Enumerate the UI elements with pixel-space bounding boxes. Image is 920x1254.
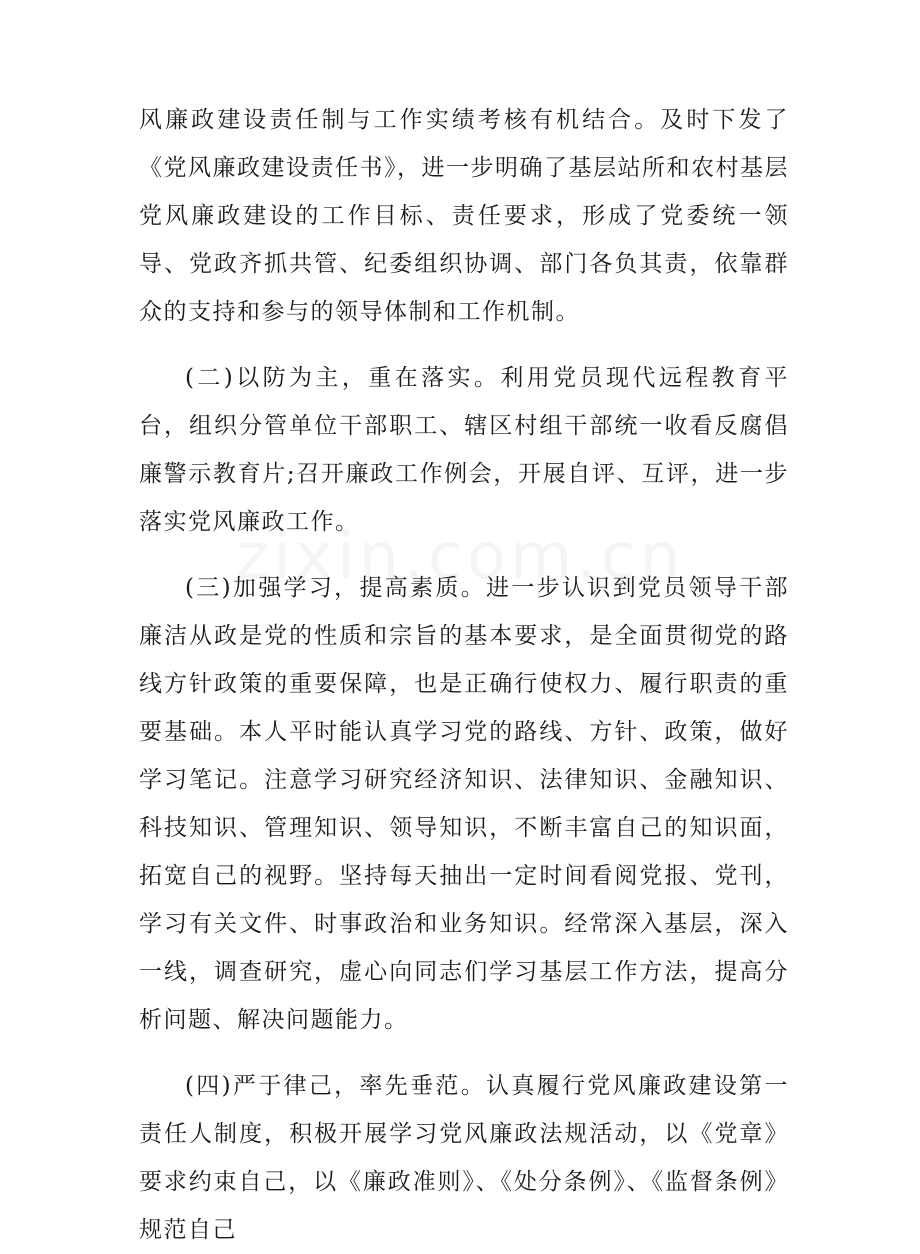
paragraph-1: 风廉政建设责任制与工作实绩考核有机结合。及时下发了《党风廉政建设责任书》，进一步明确了基层站所和农村基层党风廉政建设的工作目标、责任要求，形成了党委统一领导、党政齐抓共管、纪委组织协调、部门各负其责，依靠群众的支持和参与的领导体制和工作机制。 xyxy=(139,107,789,325)
document-body xyxy=(139,96,789,1254)
paragraph-2: (二)以防为主，重在落实。利用党员现代远程教育平台，组织分管单位干部职工、辖区村组干部统一收看反腐倡廉警示教育片;召开廉政工作例会，开展自评、互评，进一步落实党风廉政工作。 xyxy=(139,365,789,535)
paragraph-3: (三)加强学习，提高素质。进一步认识到党员领导干部廉洁从政是党的性质和宗旨的基本要求，是全面贯彻党的路线方针政策的重要保障，也是正确行使权力、履行职责的重要基础。本人平时能认真学习党的路线、方针、政策，做好学习笔记。注意学习研究经济知识、法律知识、金融知识、科技知识、管理知识、领导知识，不断丰富自己的知识面，拓宽自己的视野。坚持每天抽出一定时间看阅党报、党刊，学习有关文件、时事政治和业务知识。经常深入基层，深入一线，调查研究，虚心向同志们学习基层工作方法，提高分析问题、解决问题能力。 xyxy=(139,575,789,1033)
paragraph-4: (四)严于律己，率先垂范。认真履行党风廉政建设第一责任人制度，积极开展学习党风廉政法规活动，以《党章》要求约束自己，以《廉政准则》、《处分条例》、《监督条例》规范自己 xyxy=(139,1073,789,1243)
